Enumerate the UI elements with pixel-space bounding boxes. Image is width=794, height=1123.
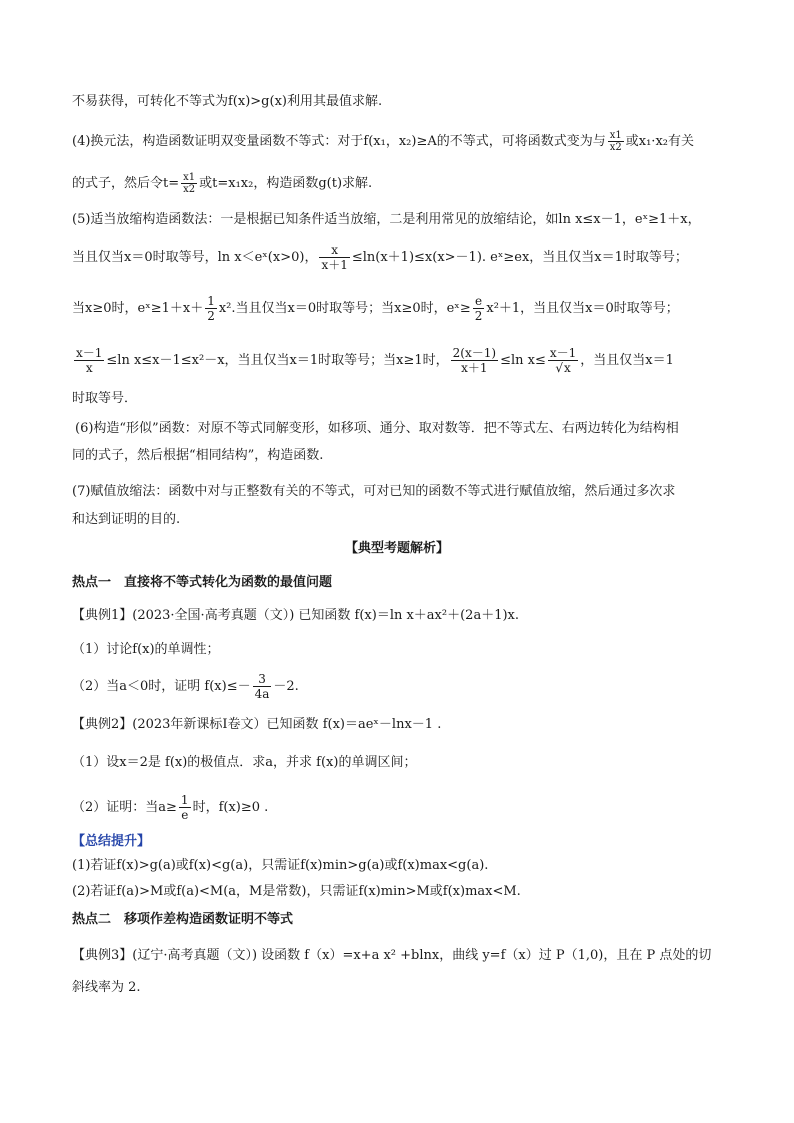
- fraction: [253, 672, 272, 701]
- text-span: ，当且仅当x＝1: [580, 353, 674, 368]
- text-line: (5)适当放缩构造函数法：一是根据已知条件适当放缩，二是利用常见的放缩结论，如ln x≤x－1，eˣ≥1＋x，: [72, 212, 701, 227]
- text-span: 时，f(x)≥0 .: [192, 800, 269, 815]
- denominator: x2: [183, 184, 196, 195]
- denominator: x＋1: [321, 258, 348, 272]
- numerator: 2(x－1): [452, 346, 497, 360]
- denominator: x＋1: [461, 361, 488, 375]
- radicand: x: [563, 361, 571, 375]
- text-span: 或x₁·x₂有关: [625, 134, 694, 149]
- text-span: 或t=x₁x₂，构造函数g(t)求解.: [199, 176, 373, 191]
- text-line: 同的式子，然后根据“相同结构”，构造函数.: [72, 448, 324, 463]
- fraction: [319, 243, 349, 272]
- summary-title: 【总结提升】: [72, 834, 151, 849]
- denominator: x: [85, 361, 93, 375]
- numerator: 3: [253, 672, 272, 687]
- text-span: x²＋1，当且仅当x＝0时取等号；: [486, 301, 679, 316]
- numerator: x1: [609, 130, 622, 141]
- denominator: √x: [555, 361, 571, 375]
- text-line: [72, 130, 694, 153]
- fraction: [179, 793, 191, 822]
- fraction: [451, 346, 498, 375]
- numerator: 1: [207, 294, 215, 308]
- hotspot-title: 热点一 直接将不等式转化为函数的最值问题: [72, 575, 333, 590]
- denominator: e: [181, 808, 189, 822]
- fraction: [473, 294, 485, 323]
- text-line: [72, 243, 688, 272]
- numerator: x1: [183, 172, 196, 183]
- denominator: 4a: [254, 687, 270, 701]
- numerator: 1: [180, 793, 189, 807]
- text-span: 的式子，然后令t=: [72, 176, 180, 191]
- text-line: 斜线率为 2.: [72, 980, 141, 995]
- fraction: [608, 130, 624, 153]
- denominator: 2: [207, 309, 215, 323]
- question: [72, 793, 268, 822]
- question: （1）设x＝2是 f(x)的极值点．求a，并求 f(x)的单调区间；: [72, 755, 417, 770]
- numerator: x－1: [76, 346, 103, 360]
- text-span: ≤ln(x＋1)≤x(x>－1). eˣ≥ex，当且仅当x＝1时取等号；: [351, 250, 688, 265]
- text-line: (7)赋值放缩法：函数中对与正整数有关的不等式，可对已知的函数不等式进行赋值放缩，然后通过多次求: [72, 484, 676, 499]
- summary-line: (2)若证f(a)>M或f(a)<M(a，M是常数)，只需证f(x)min>M或f(x)max<M.: [72, 884, 521, 899]
- text-line: [72, 172, 372, 195]
- text-span: （2）当a＜0时，证明 f(x)≤－: [72, 679, 251, 694]
- text-line: [72, 346, 674, 375]
- example-title: 【典例1】(2023·全国·高考真题（文）) 已知函数 f(x)＝ln x＋ax²＋(2a＋1)x.: [72, 608, 520, 623]
- numerator: e: [473, 294, 485, 309]
- example-title: 【典例3】(辽宁·高考真题（文）) 设函数 f（x）=x+a x² +blnx，曲线 y=f（x）过 P（1,0)，且在 P 点处的切: [72, 948, 712, 963]
- text-span: （2）证明：当a≥: [72, 800, 177, 815]
- numerator: x－1: [549, 346, 577, 360]
- denominator: x2: [609, 142, 622, 153]
- hotspot-title: 热点二 移项作差构造函数证明不等式: [72, 912, 294, 927]
- fraction: [181, 172, 197, 195]
- text-span: ≤ln x≤x－1≤x²－x，当且仅当x＝1时取等号；当x≥1时，: [106, 353, 449, 368]
- text-line: 和达到证明的目的.: [72, 512, 181, 527]
- question: [72, 672, 299, 701]
- fraction: [548, 346, 578, 375]
- text-line: 时取等号．: [72, 391, 138, 406]
- section-heading: 【典型考题解析】: [344, 541, 449, 556]
- text-span: ≤ln x≤: [500, 353, 546, 368]
- question: （1）讨论f(x)的单调性；: [72, 642, 220, 657]
- text-span: －2.: [273, 679, 299, 694]
- numerator: x: [319, 243, 349, 258]
- summary-line: (1)若证f(x)>g(a)或f(x)<g(a)，只需证f(x)min>g(a)或f(x)max<g(a).: [72, 858, 489, 873]
- example-title: 【典例2】(2023年新课标I卷文）已知函数 f(x)＝aeˣ－lnx－1 .: [72, 717, 442, 732]
- text-line: (6)构造“形似”函数：对原不等式同解变形，如移项、通分、取对数等．把不等式左、右两边转化为结构相: [75, 421, 679, 436]
- fraction: [205, 294, 217, 323]
- denominator: 2: [474, 309, 483, 323]
- text-line: 不易获得，可转化不等式为f(x)>g(x)利用其最值求解.: [72, 94, 383, 109]
- text-span: 当x≥0时，eˣ≥1＋x＋: [72, 301, 204, 316]
- text-span: (4)换元法，构造函数证明双变量函数不等式：对于f(x₁，x₂)≥A的不等式，可将函数式变为与: [72, 134, 606, 149]
- text-line: [72, 294, 679, 323]
- fraction: [74, 346, 104, 375]
- text-span: 当且仅当x＝0时取等号，ln x＜eˣ(x>0)，: [72, 250, 318, 265]
- text-span: x².当且仅当x＝0时取等号；当x≥0时，eˣ≥: [218, 301, 471, 316]
